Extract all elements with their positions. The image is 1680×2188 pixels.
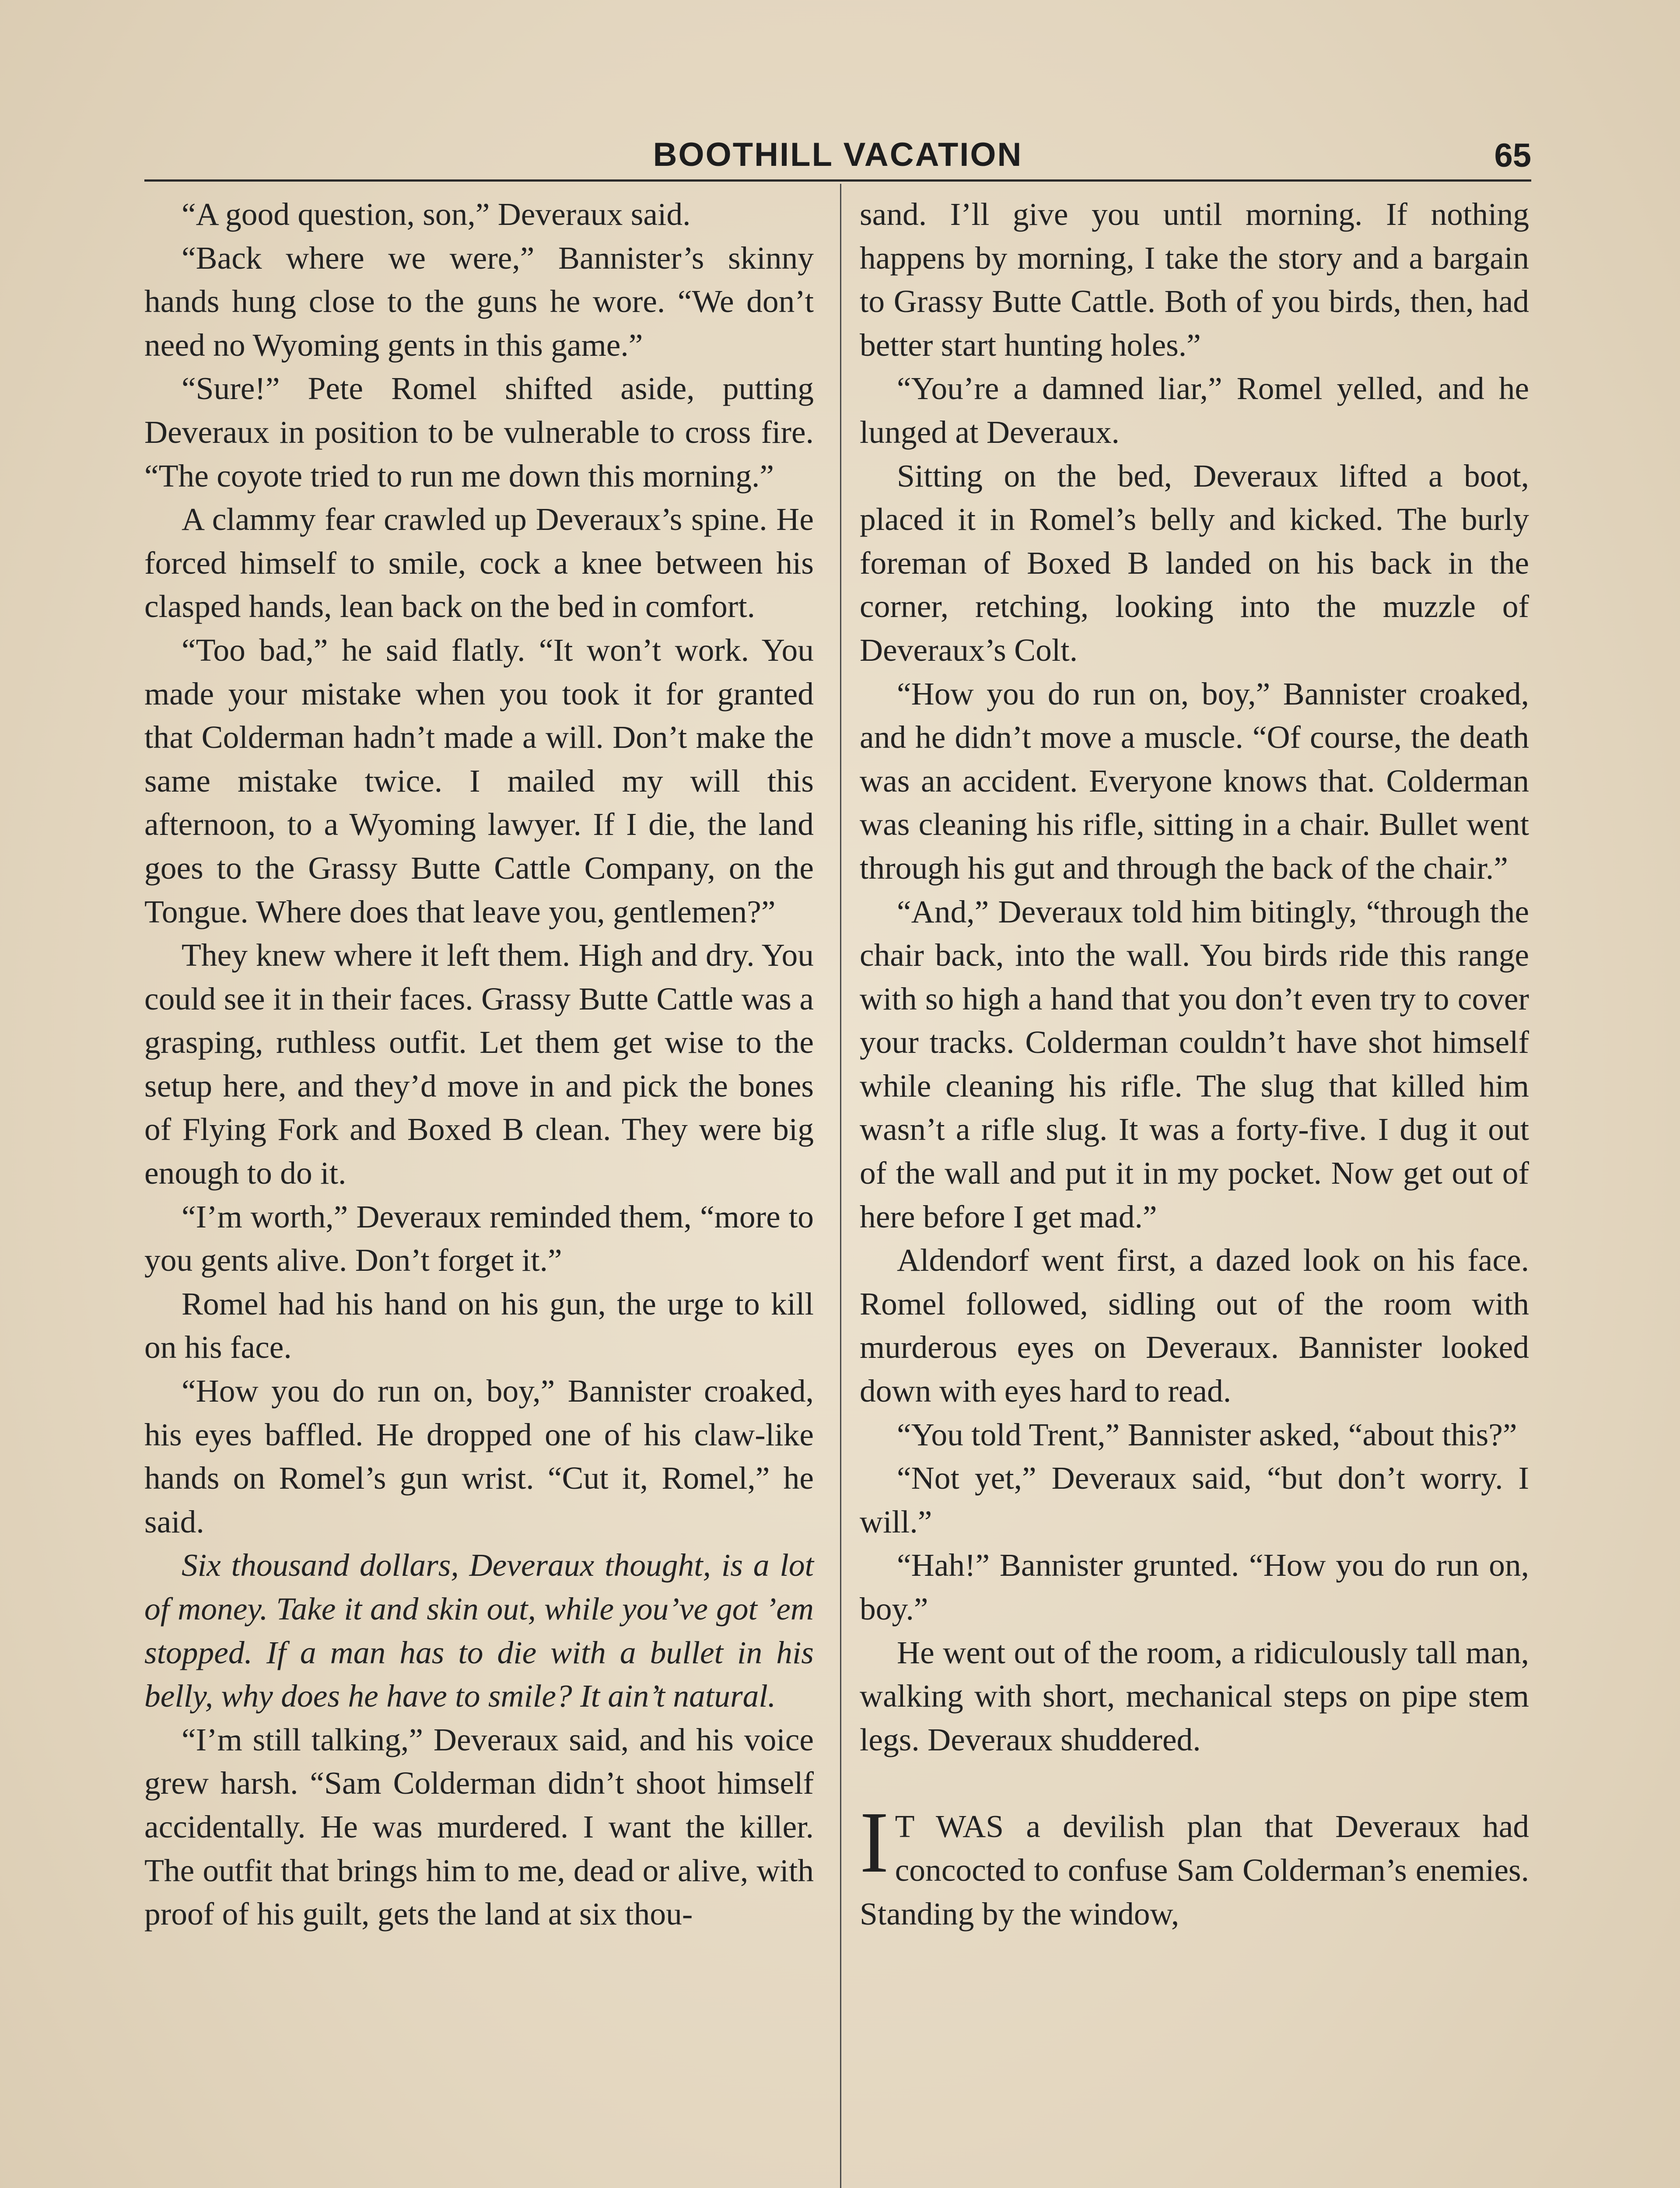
paragraph-thought: Six thousand dollars, Deveraux thought, is a lot of money. Take it and skin out, while you’ve got ’em stopped. If a man has to die with a bullet in his belly, why does he have to smile? It ain’t natural. [144,1547,814,1714]
paragraph: “And,” Deveraux told him bitingly, “through the chair back, into the wall. You birds ride this range with so high a hand that you don’t even try to cover your tracks. Colderman couldn’t have shot himself while cleaning his rifle. The slug that killed him wasn’t a rifle slug. It was a forty-five. I dug it out of the wall and put it in my pocket. Now get out of here before I get mad.” [860,894,1529,1234]
paragraph: They knew where it left them. High and dry. You could see it in their faces. Grassy Butte Cattle was a grasping, ruthless outfit. Let them get wise to the setup here, and they’d move in and pick the bones of Flying Fork and Boxed B clean. They were big enough to do it. [144,937,814,1191]
paragraph: Sitting on the bed, Deveraux lifted a boot, placed it in Romel’s belly and kicked. The burly foreman of Boxed B landed on his back in the corner, retching, looking into the muzzle of Deveraux’s Colt. [860,458,1529,668]
drop-cap: I [860,1794,889,1891]
right-column [860,193,1529,1936]
paragraph: “Sure!” Pete Romel shifted aside, putting Deveraux in position to be vulnerable to cross fire. “The coyote tried to run me down this morning.” [144,371,814,494]
page-number: 65 [1494,137,1531,174]
paragraph: Aldendorf went first, a dazed look on his face. Romel followed, sidling out of the room with murderous eyes on Deveraux. Bannister looked down with eyes hard to read. [860,1242,1529,1409]
paragraph: “How you do run on, boy,” Bannister croaked, and he didn’t move a muscle. “Of course, the death was an accident. Everyone knows that. Colderman was cleaning his rifle, sitting in a chair. Bullet went through his gut and through the back of the chair.” [860,676,1529,886]
paragraph: “Too bad,” he said flatly. “It won’t work. You made your mistake when you took it for granted that Colderman hadn’t made a will. Don’t make the same mistake twice. I mailed my will this afternoon, to a Wyoming lawyer. If I die, the land goes to the Grassy Butte Cattle Company, on the Tongue. Where does that leave you, gentlemen?” [144,632,814,929]
section-opening-paragraph [860,1794,1529,1936]
left-column [144,193,814,1936]
paragraph: “Hah!” Bannister grunted. “How you do run on, boy.” [860,1547,1529,1627]
section-opening-text: T WAS a devilish plan that Deveraux had concocted to confuse Sam Colderman’s enemies. Standing by the window, [860,1809,1529,1932]
paragraph: “A good question, son,” Deveraux said. [182,196,691,232]
paragraph: A clammy fear crawled up Deveraux’s spine. He forced himself to smile, cock a knee between his clasped hands, lean back on the bed in comfort. [144,501,814,624]
paragraph-continued: sand. I’ll give you until morning. If nothing happens by morning, I take the story and a bargain to Grassy Butte Cattle. Both of you birds, then, had better start hunting holes.” [860,196,1529,363]
story-title: BOOTHILL VACATION [653,136,1023,173]
paragraph: “Not yet,” Deveraux said, “but don’t worry. I will.” [860,1460,1529,1539]
paragraph: “You’re a damned liar,” Romel yelled, and he lunged at Deveraux. [860,371,1529,450]
paragraph: “I’m still talking,” Deveraux said, and his voice grew harsh. “Sam Colderman didn’t shoot himself accidentally. He was murdered. I want the killer. The outfit that brings him to me, dead or alive, with proof of his guilt, gets the land at six thou- [144,1722,814,1932]
running-header [144,131,1531,182]
paragraph: “Back where we were,” Bannister’s skinny hands hung close to the guns he wore. “We don’t need no Wyoming gents in this game.” [144,240,814,363]
column-divider [840,184,841,2188]
paragraph: “You told Trent,” Bannister asked, “about this?” [897,1417,1517,1452]
paragraph: He went out of the room, a ridiculously tall man, walking with short, mechanical steps on pipe stem legs. Deveraux shuddered. [860,1634,1529,1757]
paragraph: “I’m worth,” Deveraux reminded them, “more to you gents alive. Don’t forget it.” [144,1199,814,1278]
paragraph: Romel had his hand on his gun, the urge to kill on his face. [144,1286,814,1365]
paragraph: “How you do run on, boy,” Bannister croaked, his eyes baffled. He dropped one of his claw-like hands on Romel’s gun wrist. “Cut it, Romel,” he said. [144,1373,814,1539]
